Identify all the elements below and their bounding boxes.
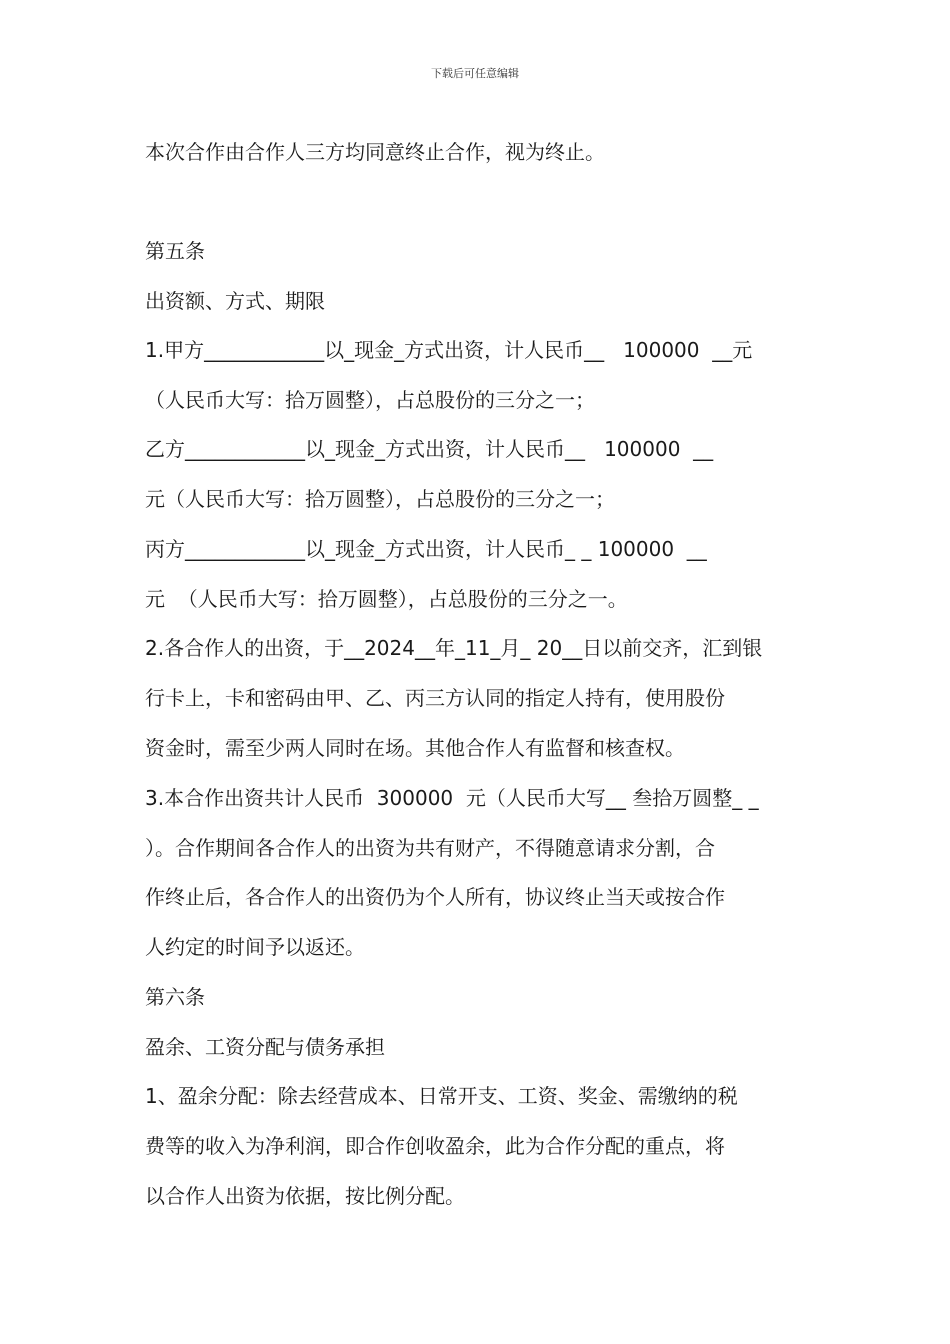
article-6-title: 盈余、工资分配与债务承担 (145, 1035, 385, 1059)
text-line: 1、盈余分配：除去经营成本、日常开支、工资、奖金、需缴纳的税 (145, 1084, 738, 1108)
text-line: 人约定的时间予以返还。 (145, 935, 365, 959)
text-line: 元（人民币大写：拾万圆整），占总股份的三分之一； (145, 487, 615, 511)
text-line: 以合作人出资为依据，按比例分配。 (145, 1184, 465, 1208)
article-5-heading: 第五条 (145, 239, 205, 263)
paragraph-termination: 本次合作由合作人三方均同意终止合作，视为终止。 (145, 140, 605, 164)
text-line: 元 （人民币大写：拾万圆整），占总股份的三分之一。 (145, 587, 628, 611)
text-line: 2.各合作人的出资，于__2024__年_11_月_ 20__日以前交齐，汇到银 (145, 636, 763, 660)
text-line: 作终止后，各合作人的出资仍为个人所有，协议终止当天或按合作 (145, 885, 725, 909)
text-line: 行卡上，卡和密码由甲、乙、丙三方认同的指定人持有，使用股份 (145, 686, 725, 710)
text-line: 丙方____________以_现金_方式出资，计人民币_ _ 100000 __ (145, 537, 707, 561)
article-5-title: 出资额、方式、期限 (145, 289, 325, 313)
text-line: 费等的收入为净利润，即合作创收盈余，此为合作分配的重点，将 (145, 1134, 725, 1158)
article-6-heading: 第六条 (145, 985, 205, 1009)
text-line: 1.甲方____________以_现金_方式出资，计人民币__ 100000 __元 (145, 338, 753, 362)
text-line: ）。合作期间各合作人的出资为共有财产，不得随意请求分割，合 (145, 836, 715, 860)
page-header: 下载后可任意编辑 (431, 67, 519, 80)
text-line: 乙方____________以_现金_方式出资，计人民币__ 100000 __ (145, 437, 714, 461)
text-line: 3.本合作出资共计人民币 300000 元（人民币大写__ 叁拾万圆整_ _ (145, 786, 759, 810)
text-line: 资金时，需至少两人同时在场。其他合作人有监督和核查权。 (145, 736, 685, 760)
text-line: （人民币大写：拾万圆整），占总股份的三分之一； (145, 388, 595, 412)
